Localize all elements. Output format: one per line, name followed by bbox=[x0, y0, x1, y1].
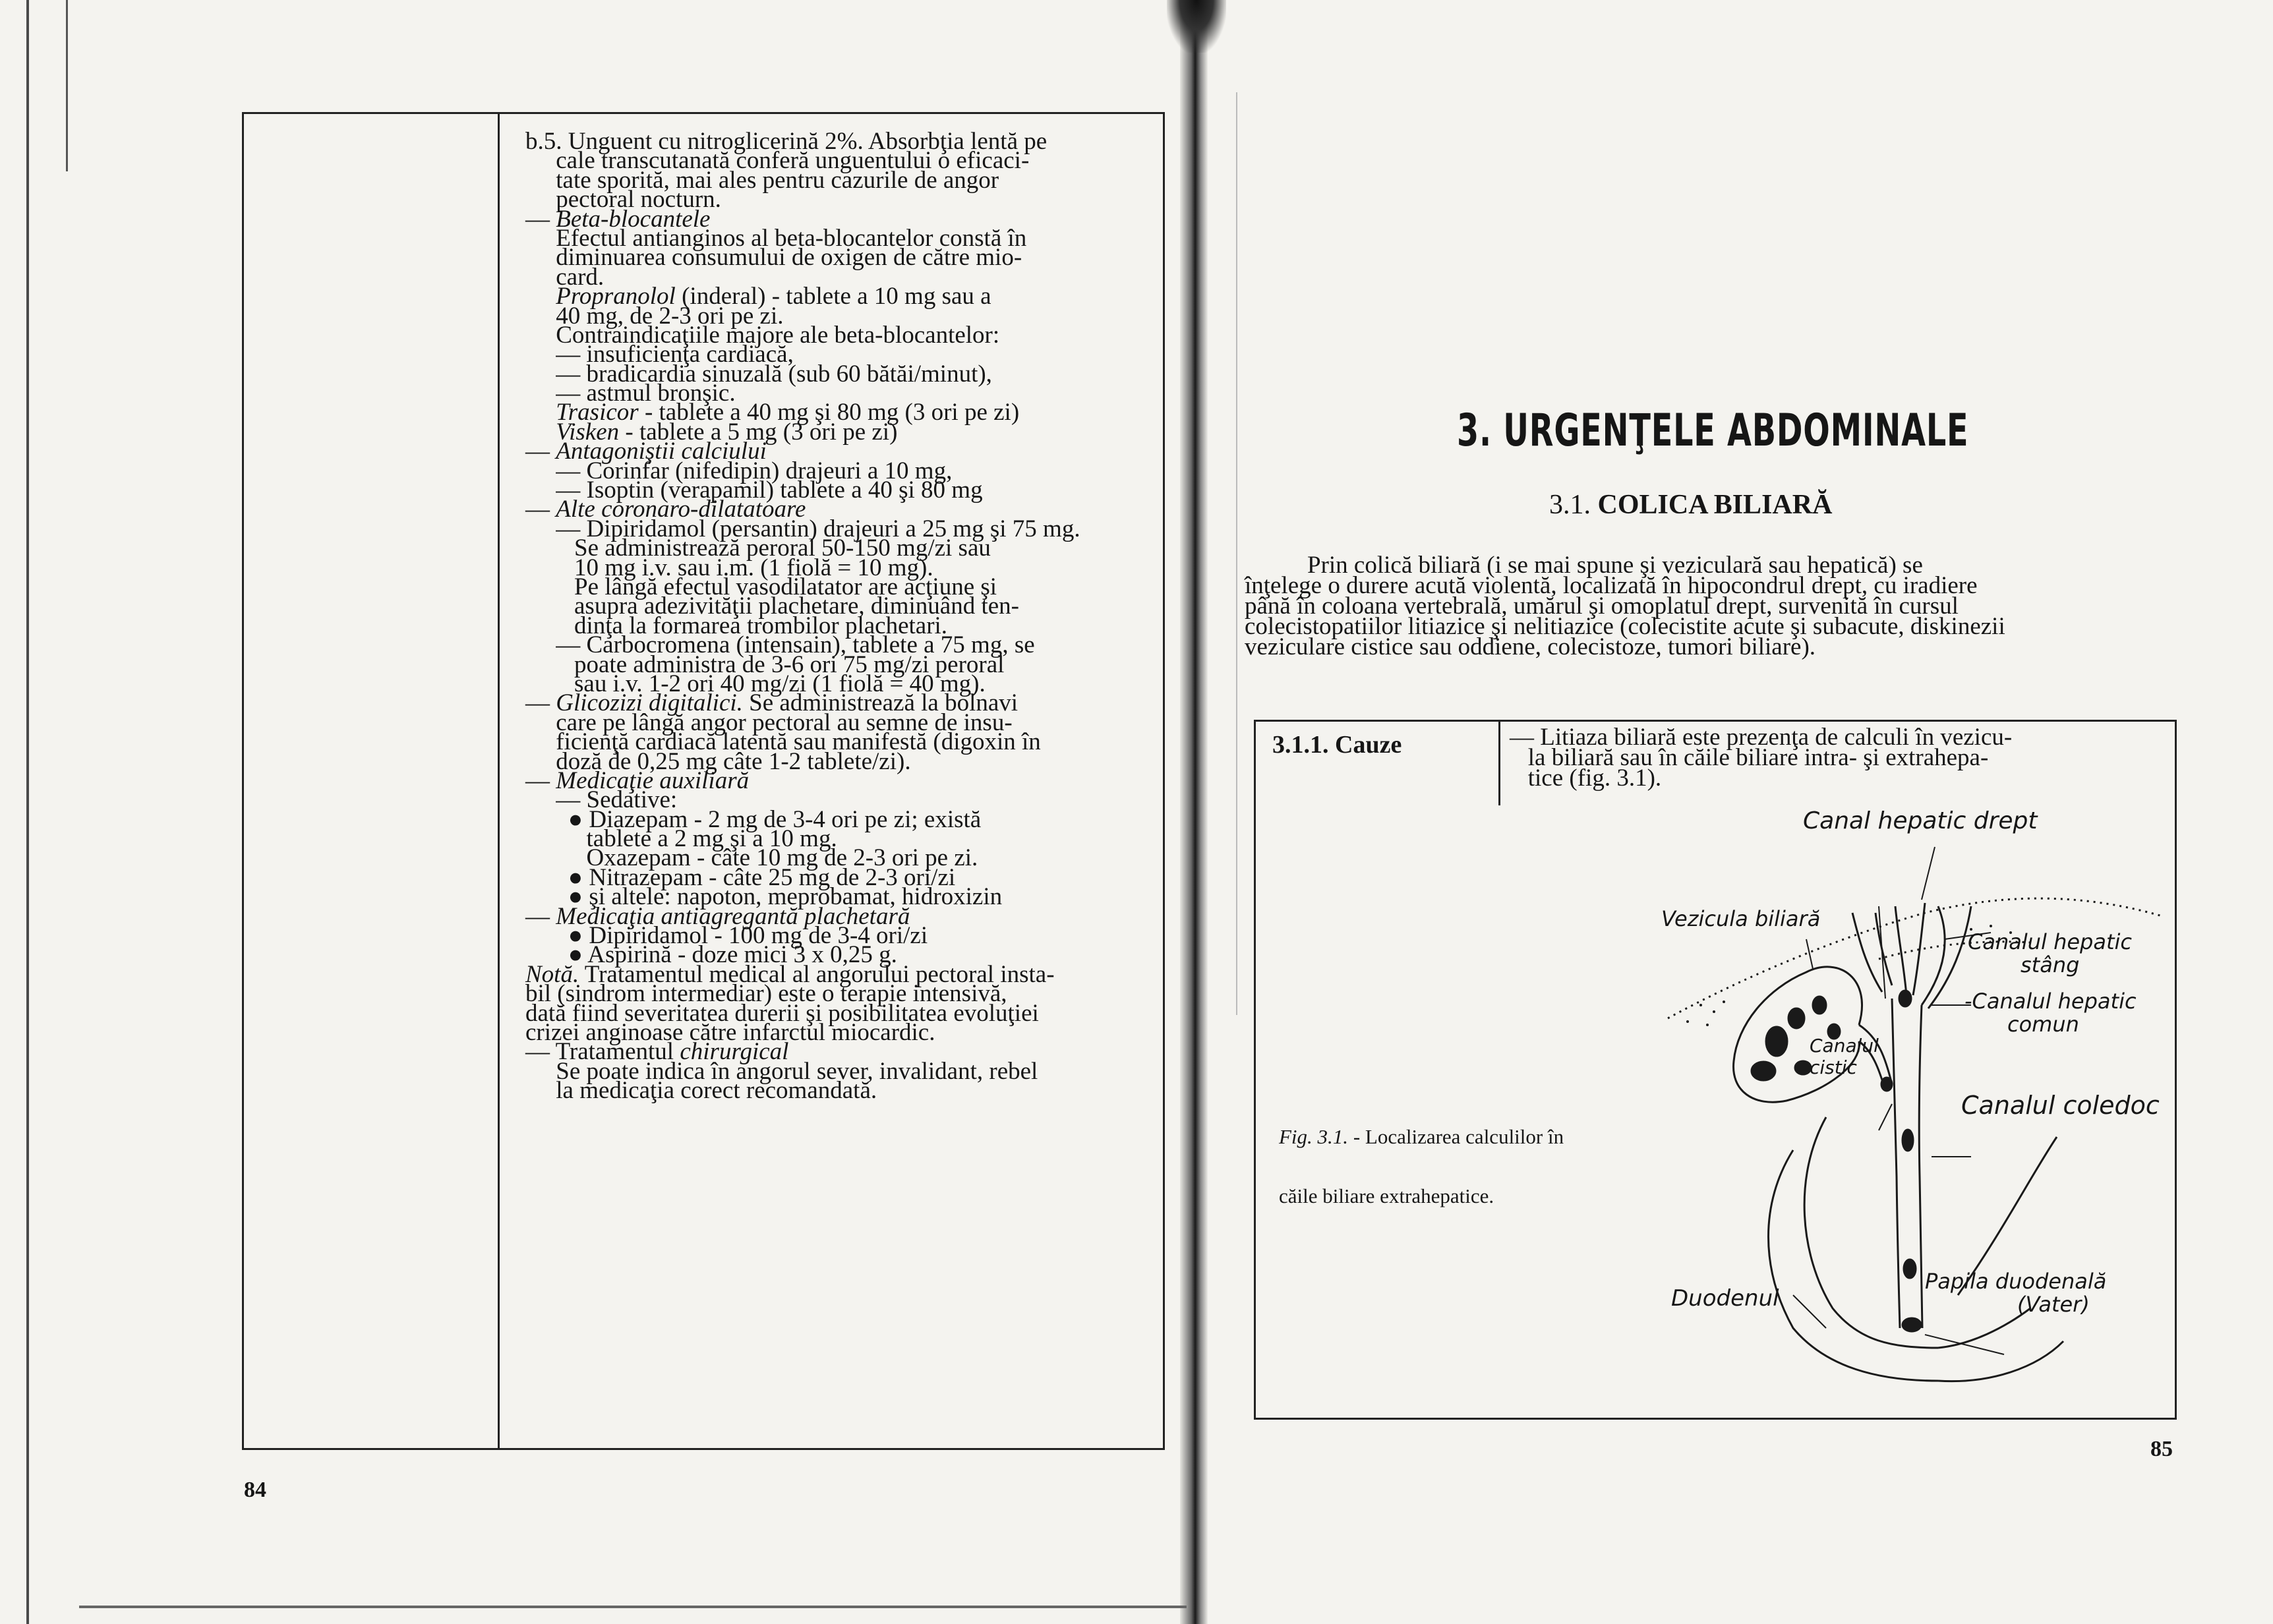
line-text: — bbox=[525, 205, 556, 233]
paragraph-line: înţelege o durere acută violentă, localizată în hipocondrul drept, cu iradiere bbox=[1245, 572, 1978, 599]
line-text: ficienţă cardiacă latentă sau manifestă (digoxin în bbox=[525, 728, 1041, 756]
line-text: — bbox=[525, 902, 556, 930]
section-title bbox=[1549, 489, 1832, 521]
line-text: dată fiind severitatea durerii şi posibilitatea evoluţiei bbox=[525, 999, 1039, 1027]
line-text: ● Nitrazepam - câte 25 mg de 2-3 ori/zi bbox=[525, 863, 956, 891]
label-canalul-cistic-2: cistic bbox=[1810, 1057, 1857, 1078]
caption-line-1: - Localizarea calculilor în bbox=[1348, 1125, 1564, 1148]
label-canalul-hepatic-stang-2: stâng bbox=[2021, 952, 2080, 977]
line-text: b.5. Unguent cu nitroglicerină 2%. Absorbţia lentă pe bbox=[525, 128, 1048, 155]
caption-line-2: căile biliare extrahepatice. bbox=[1279, 1184, 1494, 1207]
line-text: — Sedative: bbox=[525, 786, 678, 814]
label-canalul-hepatic-stang-1: Canalul hepatic bbox=[1968, 929, 2132, 954]
causes-line: la biliară sau în căile biliare intra- şi extrahepa- bbox=[1510, 744, 1989, 771]
page-edge-bottom bbox=[79, 1606, 1187, 1608]
label-papila-1: Papila duodenală bbox=[1925, 1269, 2107, 1294]
paragraph-line: Prin colică biliară (i se mai spune şi veziculară sau hepatică) se bbox=[1307, 552, 1923, 579]
line-text: la medicaţia corect recomandată. bbox=[525, 1077, 877, 1105]
causes-line: — Litiaza biliară este prezenţa de calculi în vezicu- bbox=[1510, 724, 2013, 751]
line-rest: - tablete a 40 mg şi 80 mg (3 ori pe zi) bbox=[638, 399, 1020, 426]
intro-paragraph bbox=[1245, 552, 2168, 660]
line-text: cale transcutanată conferă unguentului o eficaci- bbox=[525, 147, 1030, 175]
line-text: 10 mg i.v. sau i.m. (1 fiolă = 10 mg). bbox=[525, 554, 933, 581]
causes-line: tice (fig. 3.1). bbox=[1510, 765, 1662, 792]
line-text: ● Dipiridamol - 100 mg de 3-4 ori/zi bbox=[525, 922, 928, 950]
line-text: — Carbocromena (intensain), tablete a 75 mg, se bbox=[525, 631, 1035, 659]
chapter-title: 3. URGENŢELE ABDOMINALE bbox=[1457, 405, 1969, 457]
line-text: Oxazepam - câte 10 mg de 2-3 ori pe zi. bbox=[525, 844, 978, 872]
left-page-column-divider bbox=[498, 112, 500, 1450]
label-canalul-cistic-1: Canalul bbox=[1810, 1035, 1879, 1057]
line-text: Pe lângă efectul vasodilatator are acţiune şi bbox=[525, 573, 997, 600]
causes-heading: 3.1.1. Cauze bbox=[1272, 731, 1402, 759]
line-text: pectoral nocturn. bbox=[525, 186, 721, 214]
line-rest: (inderal) - tablete a 10 mg sau a bbox=[675, 283, 991, 310]
line-text: — astmul bronşic. bbox=[525, 380, 736, 407]
line-italic: Glicozizi digitalici. bbox=[556, 689, 743, 717]
line-text: poate administra de 3-6 ori 75 mg/zi peroral bbox=[525, 651, 1005, 678]
line-text: — Dipiridamol (persantin) drajeuri a 25 mg şi 75 mg. bbox=[525, 515, 1080, 542]
line-text: doză de 0,25 mg câte 1-2 tablete/zi). bbox=[525, 747, 911, 775]
label-duodenul: Duodenul bbox=[1671, 1285, 1779, 1312]
line-rest: Se administrează la bolnavi bbox=[742, 689, 1018, 717]
line-italic: Beta-blocantele bbox=[556, 205, 711, 233]
label-canal-hepatic-drept: Canal hepatic drept bbox=[1803, 807, 2038, 834]
line-text: dinţa la formarea trombilor plachetari. bbox=[525, 612, 948, 639]
line-text: tablete a 2 mg şi a 10 mg. bbox=[525, 825, 837, 853]
line-italic: Propranolol bbox=[556, 283, 676, 310]
section-title-text: COLICA BILIARĂ bbox=[1597, 490, 1833, 520]
label-canalul-hepatic-comun-2: comun bbox=[2007, 1012, 2079, 1037]
line-text: bil (sindrom intermediar) este o terapie intensivă, bbox=[525, 980, 1007, 1008]
line-text: — bradicardia sinuzală (sub 60 bătăi/minut), bbox=[525, 360, 992, 388]
page-number-left: 84 bbox=[244, 1478, 266, 1502]
line-text: Se administrează peroral 50-150 mg/zi sau bbox=[525, 535, 991, 562]
label-canalul-hepatic-comun-1: -Canalul hepatic bbox=[1964, 989, 2137, 1014]
line-text: — Isoptin (verapamil) tablete a 40 şi 80 mg bbox=[525, 477, 983, 504]
page-edge-mark bbox=[66, 0, 68, 171]
line-italic: Medicaţie auxiliară bbox=[556, 767, 750, 794]
line-italic: Notă. bbox=[525, 960, 579, 988]
line-text: — Tratamentul bbox=[525, 1038, 680, 1066]
binding-shadow bbox=[1167, 0, 1226, 53]
line-italic: chirurgical bbox=[680, 1038, 789, 1066]
line-italic: Visken bbox=[556, 418, 620, 446]
line-italic: Trasicor bbox=[556, 399, 639, 426]
figure-caption bbox=[1279, 1088, 1564, 1226]
line-text: asupra adezivităţii plachetare, diminuând ten- bbox=[525, 593, 1019, 620]
paragraph-line: colecistopatiilor litiazice şi nelitiazice (colecistite acute şi subacute, diskinezii bbox=[1245, 613, 2005, 640]
line-italic: Medicaţia antiagregantă plachetară bbox=[556, 902, 910, 930]
line-italic: Alte coronaro-dilatatoare bbox=[556, 496, 806, 523]
page-edge-right bbox=[1236, 92, 1237, 1015]
line-text: — bbox=[525, 689, 556, 717]
line-text: — Corinfar (nifedipin) drajeuri a 10 mg, bbox=[525, 457, 953, 484]
section-number: 3.1. bbox=[1549, 490, 1591, 520]
line-text: — bbox=[525, 767, 556, 794]
label-canalul-coledoc: Canalul coledoc bbox=[1961, 1091, 2160, 1120]
line-text: — bbox=[525, 438, 556, 465]
paragraph-line: până în coloana vertebrală, umărul şi omoplatul drept, survenită în cursul bbox=[1245, 593, 1959, 620]
line-text: care pe lângă angor pectoral au semne de insu- bbox=[525, 709, 1013, 736]
line-text: diminuarea consumului de oxigen de către mio- bbox=[525, 244, 1022, 272]
book-binding bbox=[1180, 0, 1208, 1624]
causes-box-divider bbox=[1498, 720, 1500, 805]
paragraph-line: veziculare cistice sau oddiene, colecistoze, tumori biliare). bbox=[1245, 633, 1816, 660]
left-page-text bbox=[525, 128, 1165, 1105]
line-text: Contraindicaţiile majore ale beta-blocantelor: bbox=[525, 321, 1000, 349]
line-text: ● Aspirină - doze mici 3 x 0,25 g. bbox=[525, 941, 897, 969]
line-rest: Tratamentul medical al angorului pectoral insta- bbox=[579, 960, 1055, 988]
left-text-line bbox=[525, 1077, 1165, 1105]
biliary-tree-figure bbox=[1661, 807, 2175, 1401]
line-text: 40 mg, de 2-3 ori pe zi. bbox=[525, 302, 784, 330]
line-rest: - tablete a 5 mg (3 ori pe zi) bbox=[619, 418, 898, 446]
line-text: — bbox=[525, 496, 556, 523]
line-text: tate sporită, mai ales pentru cazurile de angor bbox=[525, 166, 999, 194]
label-papila-2: (Vater) bbox=[2017, 1292, 2090, 1317]
line-italic: Antagoniştii calciului bbox=[556, 438, 767, 465]
line-text: Se poate indica în angorul sever, invalidant, rebel bbox=[525, 1057, 1038, 1085]
line-text: crizei anginoase către infarctul miocardic. bbox=[525, 1018, 935, 1046]
left-text-line bbox=[525, 244, 1165, 272]
page-number-right: 85 bbox=[2150, 1437, 2173, 1461]
page-edge-left bbox=[26, 0, 29, 1624]
line-text: Efectul antianginos al beta-blocantelor constă în bbox=[525, 224, 1027, 252]
line-text: card. bbox=[525, 263, 605, 291]
line-text: ● Diazepam - 2 mg de 3-4 ori pe zi; există bbox=[525, 805, 982, 833]
label-vezicula-biliara: Vezicula biliară bbox=[1661, 906, 1821, 931]
causes-text bbox=[1510, 724, 2013, 792]
line-text: sau i.v. 1-2 ori 40 mg/zi (1 fiolă = 40 mg). bbox=[525, 670, 986, 697]
line-text: ● şi altele: napoton, meprobamat, hidroxizin bbox=[525, 883, 1003, 911]
caption-label: Fig. 3.1. bbox=[1279, 1125, 1349, 1148]
line-text: — insuficienţa cardiacă, bbox=[525, 341, 794, 368]
